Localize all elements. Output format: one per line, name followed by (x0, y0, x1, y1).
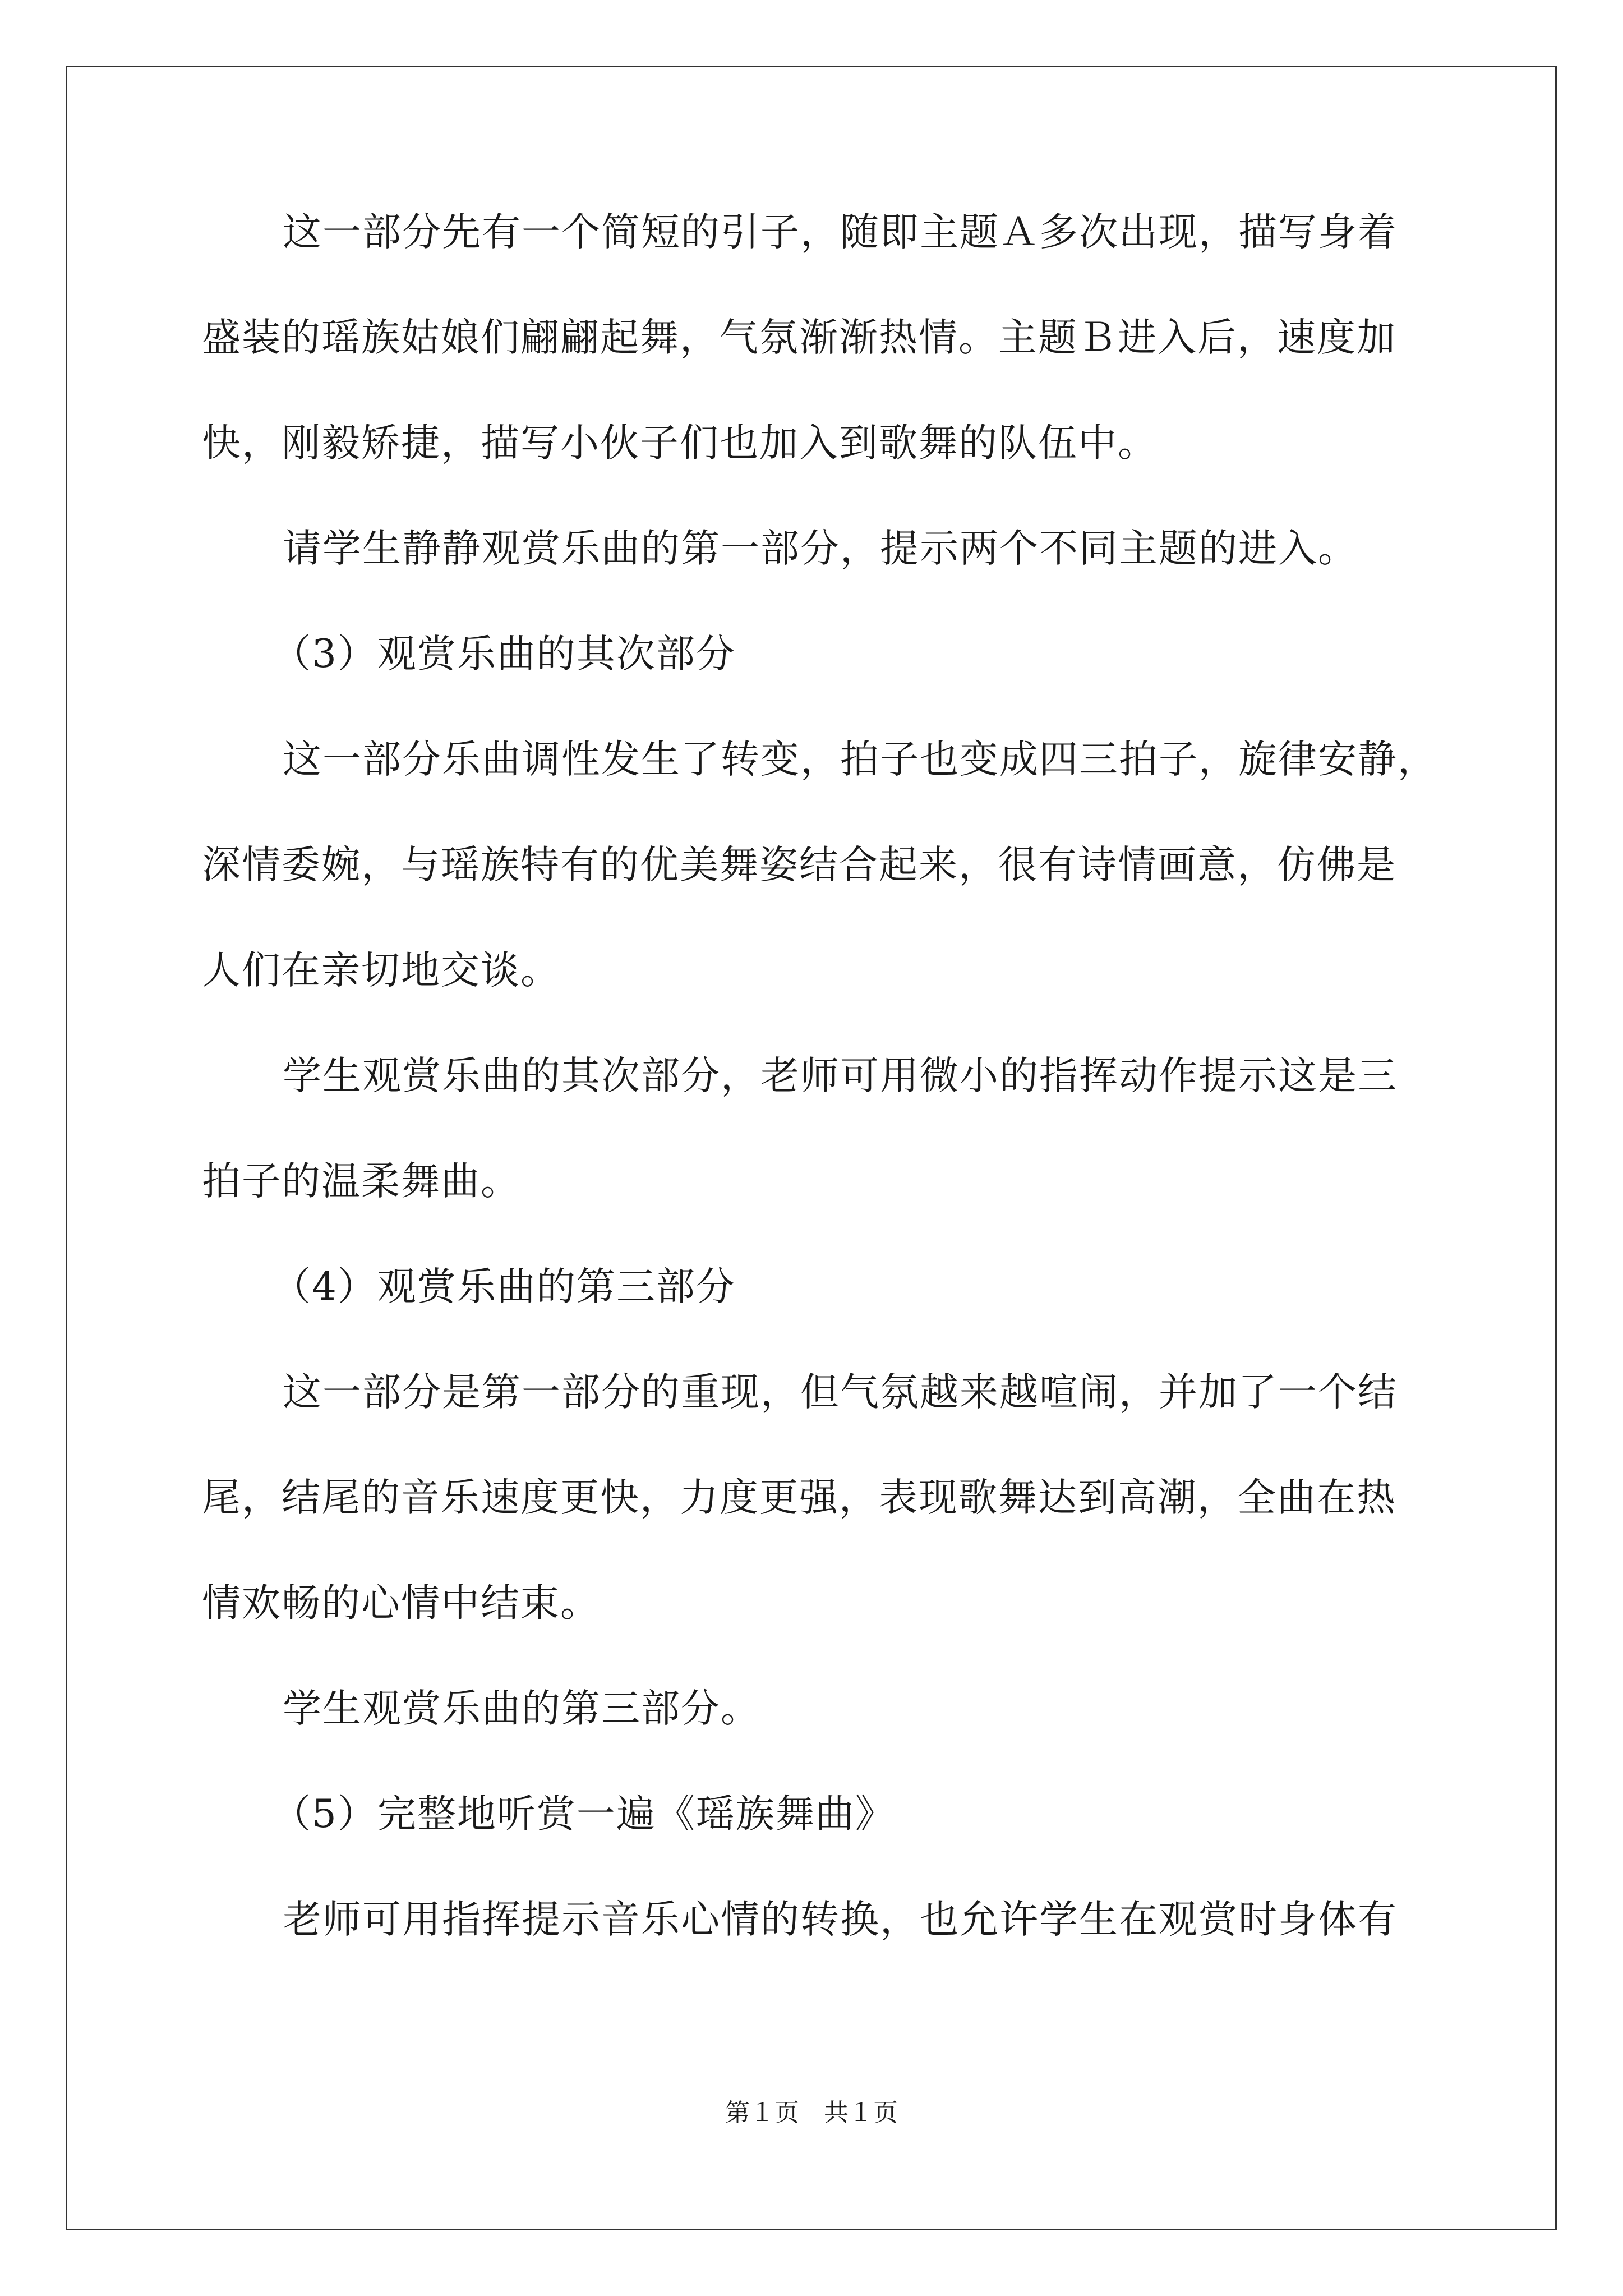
section-heading: （5）完整地听赏一遍《瑶族舞曲》 (272, 1792, 895, 1837)
text-line: 人们在亲切地交谈。 (202, 948, 560, 993)
text-line: 快，刚毅矫捷，描写小伙子们也加入到歌舞的队伍中。 (202, 421, 1158, 466)
page-footer (0, 2092, 1623, 2128)
text-line: 深情委婉，与瑶族特有的优美舞姿结合起来，很有诗情画意，仿佛是 (202, 843, 1396, 887)
section-heading: （3）观赏乐曲的其次部分 (272, 632, 736, 677)
page-number: 第１页 (725, 2099, 799, 2127)
text-line: 这一部分乐曲调性发生了转变，拍子也变成四三拍子，旋律安静， (283, 737, 1437, 782)
text-line: 老师可用指挥提示音乐心情的转换，也允许学生在观赏时身体有 (283, 1897, 1398, 1942)
text-line: 盛装的瑶族姑娘们翩翩起舞，气氛渐渐热情。主题Ｂ进入后，速度加 (202, 315, 1396, 360)
text-line: 学生观赏乐曲的其次部分，老师可用微小的指挥动作提示这是三 (283, 1053, 1398, 1098)
text-line: 请学生静静观赏乐曲的第一部分，提示两个不同主题的进入。 (283, 526, 1358, 571)
section-heading: （4）观赏乐曲的第三部分 (272, 1264, 736, 1309)
page-total: 共１页 (824, 2099, 898, 2127)
text-line: 这一部分先有一个简短的引子，随即主题Ａ多次出现，描写身着 (283, 210, 1398, 255)
document-body (202, 210, 1437, 2006)
text-line: 情欢畅的心情中结束。 (202, 1581, 600, 1626)
text-line: 尾，结尾的音乐速度更快，力度更强，表现歌舞达到高潮，全曲在热 (202, 1475, 1396, 1520)
text-line: 这一部分是第一部分的重现，但气氛越来越喧闹，并加了一个结 (283, 1370, 1398, 1415)
text-line: 拍子的温柔舞曲。 (202, 1159, 520, 1204)
text-line: 学生观赏乐曲的第三部分。 (283, 1686, 760, 1731)
